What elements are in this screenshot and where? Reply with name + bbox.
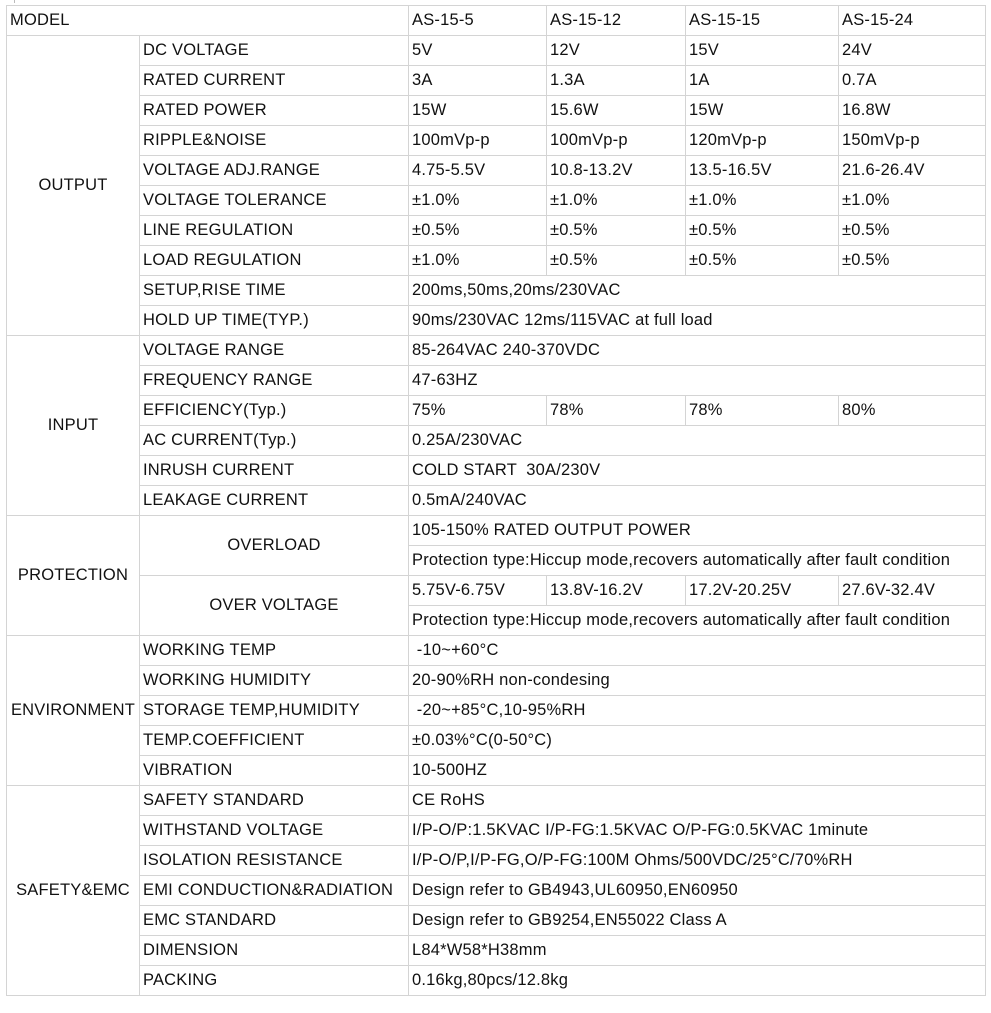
cell-value: 10.8-13.2V [547,156,686,186]
row-label: LINE REGULATION [140,216,409,246]
cell-value: 100mVp-p [409,126,547,156]
cell-value: 75% [409,396,547,426]
table-row [7,366,986,396]
table-row [7,126,986,156]
table-row [7,96,986,126]
table-row [7,786,986,816]
row-label: INRUSH CURRENT [140,456,409,486]
cell-value: -10~+60°C [409,636,986,666]
table-row [7,36,986,66]
cell-value: 24V [839,36,986,66]
page-corner-mark [14,0,25,3]
category-protection: PROTECTION [7,516,140,636]
row-label: LEAKAGE CURRENT [140,486,409,516]
cell-value: ±0.5% [547,246,686,276]
cell-value: 78% [686,396,839,426]
table-row [7,726,986,756]
row-label: WORKING HUMIDITY [140,666,409,696]
cell-value: ±0.5% [839,216,986,246]
row-label: VOLTAGE RANGE [140,336,409,366]
table-row [7,966,986,996]
cell-value: ±1.0% [686,186,839,216]
table-row [7,696,986,726]
row-label: OVERLOAD [140,516,409,576]
cell-value: 105-150% RATED OUTPUT POWER [409,516,986,546]
cell-value: 27.6V-32.4V [839,576,986,606]
cell-value: I/P-O/P:1.5KVAC I/P-FG:1.5KVAC O/P-FG:0.5KVAC 1minute [409,816,986,846]
cell-value: -20~+85°C,10-95%RH [409,696,986,726]
cell-value: L84*W58*H38mm [409,936,986,966]
cell-value: ±1.0% [547,186,686,216]
model-row [7,6,986,36]
cell-value: Design refer to GB4943,UL60950,EN60950 [409,876,986,906]
cell-value: 21.6-26.4V [839,156,986,186]
table-row [7,846,986,876]
model-name: AS-15-12 [547,6,686,36]
table-row [7,666,986,696]
table-row [7,756,986,786]
row-label: WORKING TEMP [140,636,409,666]
row-label: VOLTAGE TOLERANCE [140,186,409,216]
table-row [7,306,986,336]
cell-value: 13.8V-16.2V [547,576,686,606]
cell-value: 78% [547,396,686,426]
model-name: AS-15-15 [686,6,839,36]
table-row [7,276,986,306]
row-label: VIBRATION [140,756,409,786]
cell-value: 0.7A [839,66,986,96]
row-label: AC CURRENT(Typ.) [140,426,409,456]
cell-value: ±0.5% [686,216,839,246]
cell-value: 200ms,50ms,20ms/230VAC [409,276,986,306]
table-row [7,456,986,486]
cell-value: 47-63HZ [409,366,986,396]
table-row [7,486,986,516]
cell-value: 15W [409,96,547,126]
cell-value: 90ms/230VAC 12ms/115VAC at full load [409,306,986,336]
row-label: PACKING [140,966,409,996]
cell-value: 15W [686,96,839,126]
cell-value: 0.5mA/240VAC [409,486,986,516]
row-label: RATED POWER [140,96,409,126]
cell-value: 3A [409,66,547,96]
row-label: SAFETY STANDARD [140,786,409,816]
cell-value: 4.75-5.5V [409,156,547,186]
cell-value: ±0.5% [547,216,686,246]
category-environment: ENVIRONMENT [7,636,140,786]
cell-value: COLD START 30A/230V [409,456,986,486]
table-row [7,426,986,456]
cell-value: 5V [409,36,547,66]
row-label: RATED CURRENT [140,66,409,96]
row-label: TEMP.COEFFICIENT [140,726,409,756]
row-label: HOLD UP TIME(TYP.) [140,306,409,336]
row-label: ISOLATION RESISTANCE [140,846,409,876]
cell-value: ±0.03%°C(0-50°C) [409,726,986,756]
table-row [7,906,986,936]
row-label: EMC STANDARD [140,906,409,936]
cell-value: 20-90%RH non-condesing [409,666,986,696]
cell-value: ±0.5% [686,246,839,276]
row-label: EMI CONDUCTION&RADIATION [140,876,409,906]
row-label: WITHSTAND VOLTAGE [140,816,409,846]
row-label: DC VOLTAGE [140,36,409,66]
table-row [7,186,986,216]
category-input: INPUT [7,336,140,516]
table-row [7,576,986,606]
row-label: FREQUENCY RANGE [140,366,409,396]
row-label: SETUP,RISE TIME [140,276,409,306]
cell-value: CE RoHS [409,786,986,816]
table-row [7,816,986,846]
cell-value: 1.3A [547,66,686,96]
row-label: VOLTAGE ADJ.RANGE [140,156,409,186]
cell-value: ±1.0% [409,186,547,216]
cell-value: 80% [839,396,986,426]
table-row [7,516,986,546]
cell-value: 12V [547,36,686,66]
cell-value: 13.5-16.5V [686,156,839,186]
table-row [7,936,986,966]
category-safety-emc: SAFETY&EMC [7,786,140,996]
cell-value: 85-264VAC 240-370VDC [409,336,986,366]
cell-note: Protection type:Hiccup mode,recovers automatically after fault condition [409,546,986,576]
cell-note: Protection type:Hiccup mode,recovers automatically after fault condition [409,606,986,636]
cell-value: 17.2V-20.25V [686,576,839,606]
cell-value: Design refer to GB9254,EN55022 Class A [409,906,986,936]
row-label: EFFICIENCY(Typ.) [140,396,409,426]
row-label: STORAGE TEMP,HUMIDITY [140,696,409,726]
cell-value: ±0.5% [839,246,986,276]
cell-value: ±1.0% [839,186,986,216]
row-label: LOAD REGULATION [140,246,409,276]
table-row [7,396,986,426]
table-row [7,336,986,366]
table-row [7,876,986,906]
row-label: RIPPLE&NOISE [140,126,409,156]
table-row [7,156,986,186]
row-label: OVER VOLTAGE [140,576,409,636]
cell-value: I/P-O/P,I/P-FG,O/P-FG:100M Ohms/500VDC/25°C/70%RH [409,846,986,876]
model-name: AS-15-5 [409,6,547,36]
cell-value: ±0.5% [409,216,547,246]
cell-value: 0.25A/230VAC [409,426,986,456]
table-row [7,636,986,666]
cell-value: 100mVp-p [547,126,686,156]
cell-value: 10-500HZ [409,756,986,786]
cell-value: 15V [686,36,839,66]
row-label: DIMENSION [140,936,409,966]
table-row [7,216,986,246]
cell-value: 120mVp-p [686,126,839,156]
table-row [7,66,986,96]
table-row [7,246,986,276]
model-name: AS-15-24 [839,6,986,36]
cell-value: 5.75V-6.75V [409,576,547,606]
cell-value: 0.16kg,80pcs/12.8kg [409,966,986,996]
cell-value: 15.6W [547,96,686,126]
cell-value: ±1.0% [409,246,547,276]
cell-value: 150mVp-p [839,126,986,156]
model-label: MODEL [7,6,409,36]
category-output: OUTPUT [7,36,140,336]
cell-value: 16.8W [839,96,986,126]
cell-value: 1A [686,66,839,96]
spec-table [6,5,986,996]
